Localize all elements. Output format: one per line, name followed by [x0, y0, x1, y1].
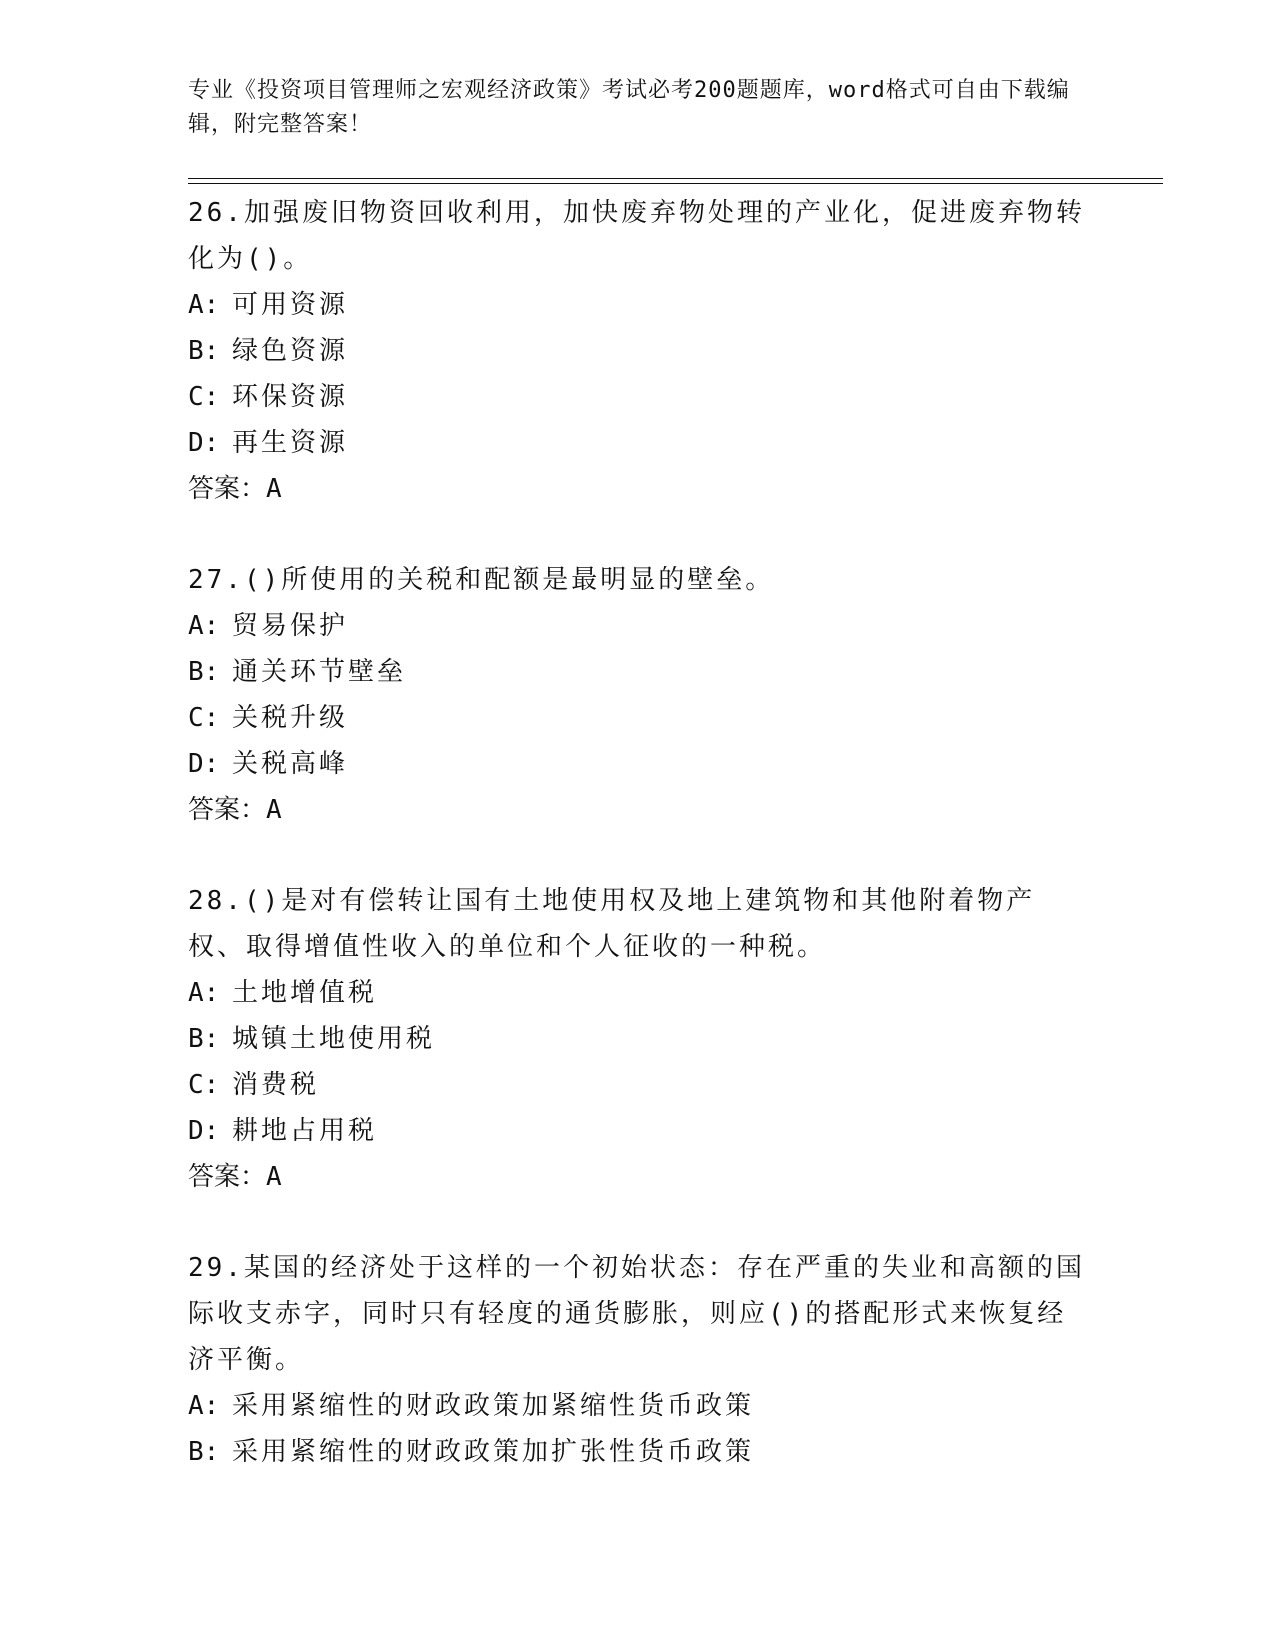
- answer-label: 答案：: [188, 795, 267, 825]
- answer-line: [188, 787, 1088, 833]
- option-text: 消费税: [232, 1070, 320, 1100]
- option-text: 关税升级: [232, 703, 349, 733]
- option-letter: B:: [188, 657, 220, 687]
- answer-line: [188, 466, 1088, 512]
- header-divider: [188, 178, 1163, 179]
- option-letter: A:: [188, 1391, 220, 1421]
- option-letter: D:: [188, 428, 220, 458]
- question-27: [188, 557, 1088, 833]
- option-letter: A:: [188, 290, 220, 320]
- option-a: [188, 603, 1088, 649]
- option-d: [188, 1108, 1088, 1154]
- option-b: [188, 1429, 1088, 1475]
- option-text: 环保资源: [232, 382, 349, 412]
- question-stem: 26.加强废旧物资回收利用，加快废弃物处理的产业化，促进废弃物转化为()。: [188, 198, 1085, 274]
- option-d: [188, 420, 1088, 466]
- question-26: [188, 190, 1088, 512]
- header-divider-secondary: [188, 183, 1163, 184]
- option-letter: A:: [188, 978, 220, 1008]
- answer-value: A: [266, 474, 282, 504]
- answer-value: A: [266, 1162, 282, 1192]
- option-letter: C:: [188, 382, 220, 412]
- option-letter: C:: [188, 703, 220, 733]
- option-text: 再生资源: [232, 428, 349, 458]
- option-b: [188, 1016, 1088, 1062]
- option-text: 采用紧缩性的财政政策加扩张性货币政策: [232, 1437, 755, 1467]
- answer-value: A: [266, 795, 282, 825]
- option-c: [188, 695, 1088, 741]
- answer-line: [188, 1154, 1088, 1200]
- question-list: [188, 190, 1088, 1520]
- answer-label: 答案：: [188, 1162, 267, 1192]
- option-text: 城镇土地使用税: [232, 1024, 436, 1054]
- answer-label: 答案：: [188, 474, 267, 504]
- option-a: [188, 282, 1088, 328]
- option-b: [188, 649, 1088, 695]
- option-letter: B:: [188, 1024, 220, 1054]
- question-28: [188, 878, 1088, 1200]
- option-text: 贸易保护: [232, 611, 349, 641]
- question-stem: 27.()所使用的关税和配额是最明显的壁垒。: [188, 565, 775, 595]
- option-text: 通关环节壁垒: [232, 657, 407, 687]
- option-letter: D:: [188, 749, 220, 779]
- option-text: 绿色资源: [232, 336, 349, 366]
- option-text: 土地增值税: [232, 978, 378, 1008]
- option-letter: C:: [188, 1070, 220, 1100]
- question-stem: 29.某国的经济处于这样的一个初始状态：存在严重的失业和高额的国际收支赤字，同时只有轻度的通货膨胀，则应()的搭配形式来恢复经济平衡。: [188, 1253, 1085, 1375]
- option-text: 采用紧缩性的财政政策加紧缩性货币政策: [232, 1391, 755, 1421]
- option-text: 关税高峰: [232, 749, 349, 779]
- option-text: 可用资源: [232, 290, 349, 320]
- option-letter: D:: [188, 1116, 220, 1146]
- option-letter: B:: [188, 336, 220, 366]
- question-29: [188, 1245, 1088, 1475]
- question-stem: 28.()是对有偿转让国有土地使用权及地上建筑物和其他附着物产权、取得增值性收入的单位和个人征收的一种税。: [188, 886, 1036, 962]
- option-b: [188, 328, 1088, 374]
- option-c: [188, 374, 1088, 420]
- option-d: [188, 741, 1088, 787]
- option-letter: A:: [188, 611, 220, 641]
- option-text: 耕地占用税: [232, 1116, 378, 1146]
- option-a: [188, 1383, 1088, 1429]
- document-header: 专业《投资项目管理师之宏观经济政策》考试必考200题题库，word格式可自由下载编辑，附完整答案！: [188, 78, 1070, 137]
- option-letter: B:: [188, 1437, 220, 1467]
- option-a: [188, 970, 1088, 1016]
- option-c: [188, 1062, 1088, 1108]
